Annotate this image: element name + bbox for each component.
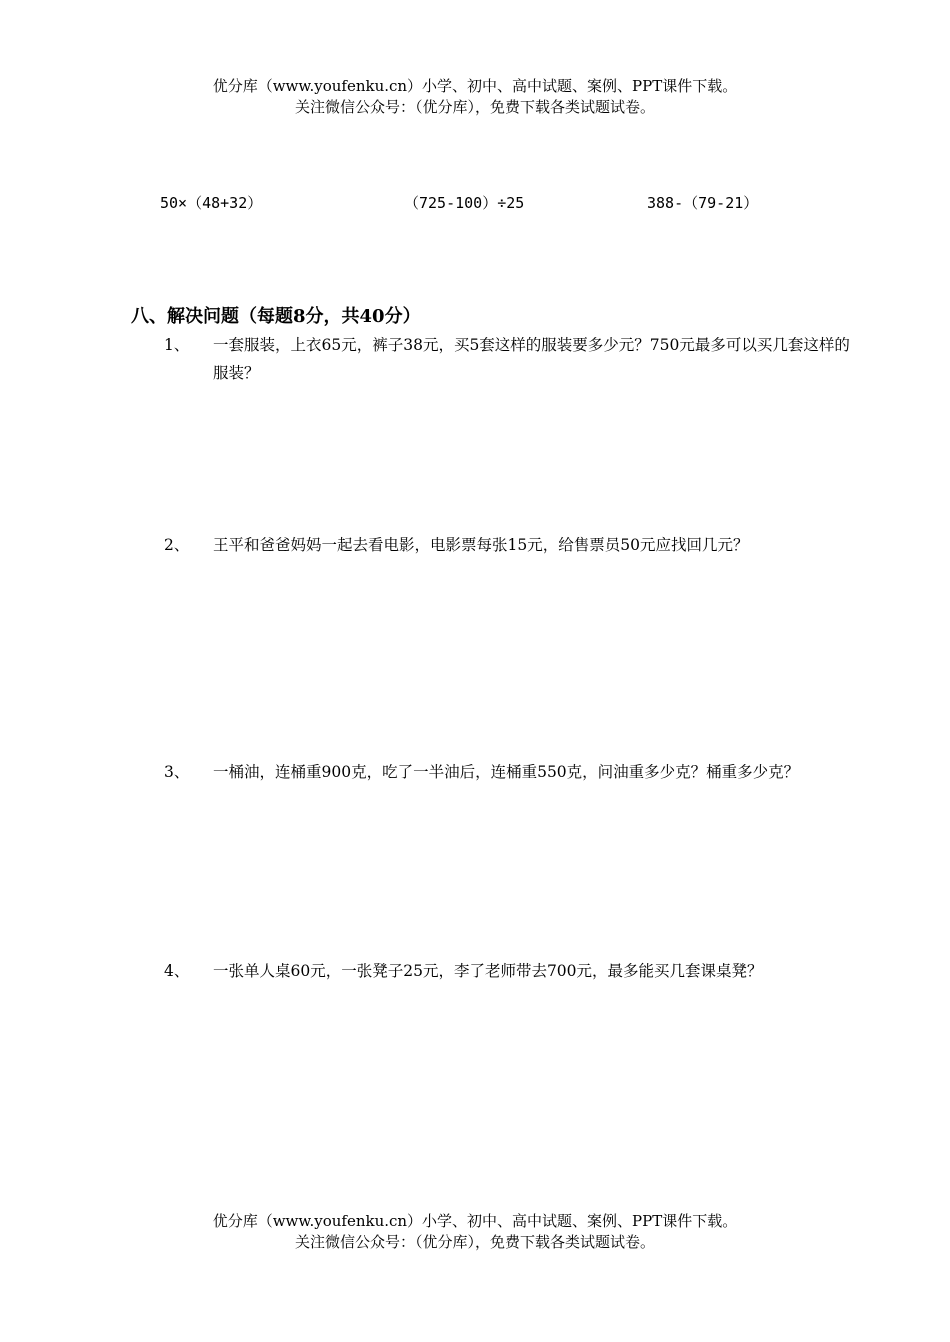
question-1: [164, 331, 864, 387]
question-text: 一桶油，连桶重900克，吃了一半油后，连桶重550克，问油重多少克？桶重多少克？: [213, 763, 800, 781]
question-number: 3、: [164, 763, 190, 781]
question-text: 一张单人桌60元，一张凳子25元，李了老师带去700元，最多能买几套课桌凳？: [213, 962, 763, 980]
question-text: 一套服装，上衣65元，裤子38元，买5套这样的服装要多少元？750元最多可以买几套这样的服装？: [213, 336, 850, 382]
expression-1: 50×（48+32）: [160, 194, 263, 212]
question-3: [164, 758, 864, 786]
question-2: [164, 531, 864, 559]
page-header: [0, 76, 950, 118]
question-number: 2、: [164, 536, 190, 554]
header-line-1: 优分库（www.youfenku.cn）小学、初中、高中试题、案例、PPT课件下载。: [212, 77, 738, 95]
expression-2: （725-100）÷25: [404, 194, 525, 212]
question-number: 4、: [164, 962, 190, 980]
question-text: 王平和爸爸妈妈一起去看电影，电影票每张15元，给售票员50元应找回几元？: [213, 536, 749, 554]
page-footer: [0, 1211, 950, 1253]
question-number: 1、: [164, 336, 190, 354]
footer-line-1: 优分库（www.youfenku.cn）小学、初中、高中试题、案例、PPT课件下载。: [212, 1212, 738, 1230]
question-4: [164, 957, 864, 985]
expression-3: 388-（79-21）: [647, 194, 759, 212]
footer-line-2: 关注微信公众号：（优分库），免费下载各类试题试卷。: [294, 1233, 655, 1251]
section-title: 八、解决问题（每题8分，共40分）: [131, 306, 421, 327]
header-line-2: 关注微信公众号：（优分库），免费下载各类试题试卷。: [294, 98, 655, 116]
